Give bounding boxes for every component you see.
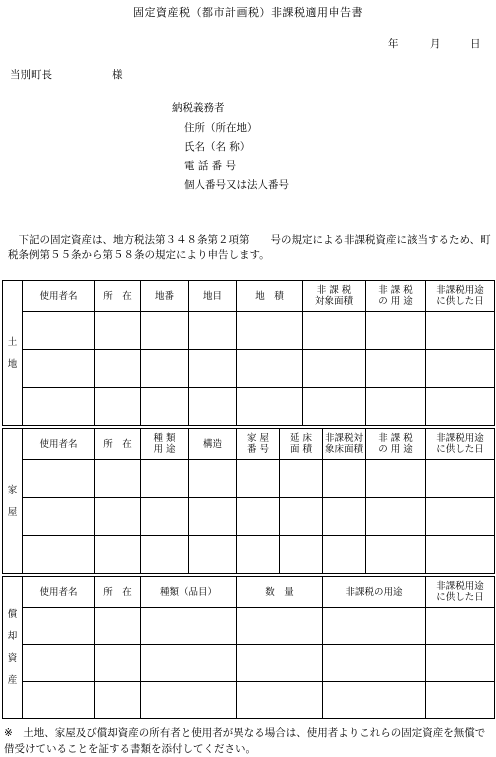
land-header: 所 在 (95, 281, 141, 312)
land-header: 非 課 税 対象面積 (303, 281, 366, 312)
house-header: 延 床 面 積 (280, 429, 323, 460)
house-header: 非 課 税 の 用 途 (366, 429, 426, 460)
date-day: 日 (470, 38, 481, 50)
land-header: 非 課 税 の 用 途 (366, 281, 426, 312)
depreciable-header: 所 在 (95, 577, 141, 608)
declarant-address-label: 住所（所在地） (184, 122, 258, 134)
depreciable-table (2, 576, 495, 719)
attachment-note: ※ 土地、家屋及び償却資産の所有者と使用者が異なる場合は、使用者よりこれらの固定資産を無償で借受けていることを証する書類を添付してください。 (4, 727, 486, 755)
land-row (3, 312, 495, 350)
house-header: 家 屋 番 号 (237, 429, 280, 460)
declaration-text: 下記の固定資産は、地方税法第３４８条第２項第 号の規定による非課税資産に該当するため、町税条例第５５条から第５８条の規定により申告します。 (8, 234, 491, 261)
house-section-label: 家 屋 (3, 429, 23, 574)
land-header: 非課税用途 に供した日 (426, 281, 495, 312)
depreciable-row (3, 608, 495, 645)
date-month: 月 (430, 38, 441, 50)
declarant-phone-label: 電 話 番 号 (184, 160, 237, 172)
house-header: 構造 (189, 429, 237, 460)
land-row (3, 388, 495, 426)
depreciable-header: 非課税用途 に供した日 (426, 577, 495, 608)
depreciable-header: 種類（品目） (141, 577, 237, 608)
declarant-id-label: 個人番号又は法人番号 (184, 179, 289, 191)
house-row (3, 498, 495, 536)
addressee-honorific: 様 (112, 69, 123, 81)
addressee-name: 当別町長 (10, 69, 52, 81)
land-section-label: 土 地 (3, 281, 23, 426)
date-year: 年 (388, 38, 399, 50)
house-header: 種 類 用 途 (141, 429, 189, 460)
house-row (3, 536, 495, 574)
house-header: 使用者名 (23, 429, 95, 460)
land-header: 地 積 (237, 281, 303, 312)
land-header: 地番 (141, 281, 189, 312)
house-table (2, 428, 495, 574)
depreciable-row (3, 682, 495, 719)
depreciable-header: 非課税の用途 (323, 577, 426, 608)
land-table (2, 280, 495, 426)
land-header: 使用者名 (23, 281, 95, 312)
house-row (3, 460, 495, 498)
land-header: 地目 (189, 281, 237, 312)
declarant-name-label: 氏名（名 称） (184, 141, 251, 153)
declarant-heading: 納税義務者 (172, 102, 225, 114)
form-title: 固定資産税（都市計画税）非課税適用申告書 (133, 6, 363, 19)
depreciable-header: 使用者名 (23, 577, 95, 608)
house-header: 非課税用途 に供した日 (426, 429, 495, 460)
depreciable-header: 数 量 (237, 577, 323, 608)
land-row (3, 350, 495, 388)
house-header: 非課税対 象床面積 (323, 429, 366, 460)
depreciable-row (3, 645, 495, 682)
depreciable-section-label: 償 却 資 産 (3, 577, 23, 719)
house-header: 所 在 (95, 429, 141, 460)
